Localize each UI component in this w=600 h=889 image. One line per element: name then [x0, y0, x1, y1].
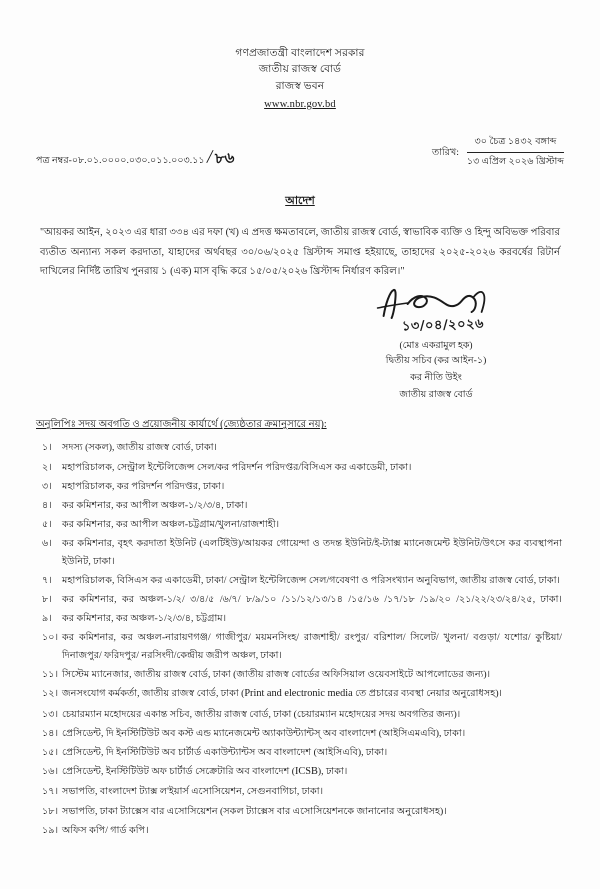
distribution-item	[36, 629, 564, 664]
distribution-item	[36, 685, 564, 704]
signatory-wing: কর নীতি উইং	[410, 371, 462, 383]
date-bangla: ৩০ চৈত্র ১৪৩২ বঙ্গাব্দ	[467, 135, 564, 153]
distribution-item	[36, 459, 564, 477]
memo-number-label: পত্র নম্বর-	[36, 155, 72, 167]
order-title: আদেশ	[285, 195, 315, 208]
english-text-fragment: ICSB	[294, 766, 318, 778]
distribution-item-text: অফিস কপি/ গার্ড কপি।	[62, 824, 149, 836]
distribution-item-number: ৬।	[42, 538, 52, 550]
distribution-item	[36, 610, 564, 628]
distribution-item-text: সভাপতি, বাংলাদেশ ট্যাক্স ল'ইয়ার্স এসোসিয়েশন, সেগুনবাগিচা, ঢাকা।	[62, 786, 324, 798]
memo-date-row	[36, 135, 564, 172]
distribution-item-text: মহাপরিচালক, বিসিএস কর একাডেমী, ঢাকা/ সেন্ট্রাল ইন্টেলিজেন্স সেল/গবেষণা ও পরিসংখ্যান অনুবিভাগ, জাতীয় রাজস্ব বোর্ড, ঢাকা।	[62, 575, 560, 587]
distribution-item-text: সভাপতি, ঢাকা ট্যাক্সেস বার এসোসিয়েশন (সকল ট্যাক্সেস বার এসোসিয়েশনকে জানানোর অনুরোধসহ)।	[62, 805, 447, 817]
distribution-item-text: মহাপরিচালক, সেন্ট্রাল ইন্টেলিজেন্স সেল/কর পরিদর্শন পরিদপ্তর/বিসিএস কর একাডেমী, ঢাকা।	[62, 461, 412, 473]
distribution-item-number: ১৩।	[42, 708, 59, 720]
distribution-item-text: কর কমিশনার, বৃহৎ করদাতা ইউনিট (এলটিইউ)/আয়কর গোয়েন্দা ও তদন্ত ইউনিট/ই-ট্যাক্স ম্যানেজমেন্ট ইউনিট/উৎসে কর ব্যবস্থাপনা ইউনিট, ঢাকা।	[62, 538, 562, 567]
distribution-item-number: ১১।	[42, 669, 59, 681]
distribution-item	[36, 744, 564, 762]
distribution-item	[36, 822, 564, 840]
distribution-item-number: ১।	[42, 442, 52, 454]
website-url: www.nbr.gov.bd	[264, 98, 336, 110]
date-block	[432, 135, 564, 170]
distribution-item	[36, 478, 564, 496]
distribution-item-text: কর কমিশনার, কর অঞ্চল-নারায়ণগঞ্জ/ গাজীপুর/ ময়মনসিংহ/ রাজশাহী/ রংপুর/ বরিশাল/ সিলেট/ খুলনা/ বগুড়া/ যশোর/ কুষ্টিয়া/ দিনাজপুর/ ফরিদপুর/ নরসিংদী/কেন্দ্রীয় জরীপ অঞ্চল, ঢাকা।	[62, 632, 562, 662]
distribution-item-number: ৪।	[42, 499, 52, 511]
date-values	[467, 135, 564, 170]
order-body-text: "আয়কর আইন, ২০২৩ এর ধারা ৩৩৪ এর দফা (খ) এ প্রদত্ত ক্ষমতাবলে, জাতীয় রাজস্ব বোর্ড, স্বাভাবিক ব্যক্তি ও হিন্দু অবিভক্ত পরিবার ব্যতীত অন্যান্য সকল করদাতা, যাহাদের অর্থবছর ৩০/০৬/২০২৫ খ্রিস্টাব্দ সমাপ্ত হইয়াছে, তাহাদের ২০২৫-২০২৬ করবর্ষের রিটার্ন দাখিলের নির্দিষ্ট তারিখ পুনরায় ১ (এক) মাস বৃদ্ধি করে ১৫/০৫/২০২৬ খ্রিস্টাব্দ নির্ধারণ করিল।"	[40, 227, 560, 278]
distribution-item-text: কর কমিশনার, কর অঞ্চল-১/২/৩/৪, চট্টগ্রাম।	[62, 613, 227, 625]
distribution-item	[36, 591, 564, 609]
memo-slash: /	[205, 145, 214, 169]
signatory-organization: জাতীয় রাজস্ব বোর্ড	[399, 388, 473, 400]
distribution-item	[36, 725, 564, 743]
distribution-item-text: জনসংযোগ কর্মকর্তা, জাতীয় রাজস্ব বোর্ড, ঢাকা (Print and electronic media তে প্রচারের ব্যবস্থা নেয়ার অনুরোধসহ)।	[62, 688, 503, 700]
distribution-item-number: ১৪।	[42, 727, 59, 739]
distribution-item	[36, 439, 564, 457]
distribution-list	[36, 439, 564, 839]
distribution-item-text: প্রেসিডেন্ট, দি ইনস্টিটিউট অব কস্ট এন্ড ম্যানেজমেন্ট অ্যাকাউন্ট্যান্টস্ অব বাংলাদেশ (আইসিএমএবি), ঢাকা।	[62, 727, 466, 739]
memo-number-block	[36, 135, 235, 172]
distribution-item-text: প্রেসিডেন্ট, দি ইনস্টিটিউট অব চার্টার্ড একাউন্ট্যান্টস অব বাংলাদেশ (আইসিএবি), ঢাকা।	[62, 747, 388, 758]
distribution-item-number: ৫।	[42, 519, 52, 531]
distribution-item	[36, 706, 564, 724]
distribution-item-number: ১৬।	[42, 766, 59, 778]
distribution-heading: অনুলিপিঃ সদয় অবগতি ও প্রয়োজনীয় কার্যার্থে (জ্যেষ্ঠতার ক্রমানুসারে নয়):	[36, 419, 327, 431]
distribution-item	[36, 803, 564, 821]
distribution-item-text: সদস্য (সকল), জাতীয় রাজস্ব বোর্ড, ঢাকা।	[62, 442, 218, 454]
signature-date: ১৩/০৪/২০২৬	[401, 316, 485, 335]
distribution-item	[36, 666, 564, 684]
distribution-item	[36, 516, 564, 534]
distribution-item-number: ১৯।	[42, 824, 59, 836]
distribution-item	[36, 497, 564, 515]
letterhead	[36, 0, 564, 113]
distribution-item-number: ১২।	[42, 688, 59, 700]
date-label: তারিখ:	[431, 147, 459, 159]
english-text-fragment: Print and electronic media	[244, 688, 353, 700]
building-name: রাজস্ব ভবন	[275, 80, 325, 92]
signatory-designation: দ্বিতীয় সচিব (কর আইন-১)	[385, 355, 487, 367]
distribution-item	[36, 572, 564, 590]
distribution-item-number: ২।	[42, 461, 52, 473]
distribution-item-text: কর কমিশনার, কর আপীল অঞ্চল-চট্টগ্রাম/খুলনা/রাজশাহী।	[62, 519, 280, 531]
distribution-item	[36, 783, 564, 801]
distribution-item-number: ৯।	[42, 613, 52, 625]
distribution-item-number: ১৮।	[42, 805, 59, 817]
memo-handwritten-number: ৮৬	[214, 148, 236, 168]
distribution-item	[36, 535, 564, 570]
distribution-item-text: চেয়ারম্যান মহোদয়ের একান্ত সচিব, জাতীয় রাজস্ব বোর্ড, ঢাকা (চেয়ারম্যান মহোদয়ের সদয় অবগতির জন্য)।	[62, 708, 461, 720]
distribution-item-number: ৭।	[42, 575, 52, 587]
board-name: জাতীয় রাজস্ব বোর্ড	[258, 64, 342, 76]
distribution-item-text: সিস্টেম ম্যানেজার, জাতীয় রাজস্ব বোর্ড, ঢাকা (জাতীয় রাজস্ব বোর্ডের অফিসিয়াল ওয়েবসাইটে আপলোডের জন্য)।	[62, 669, 491, 681]
distribution-item-number: ১০।	[42, 632, 59, 644]
distribution-item-text: মহাপরিচালক, কর পরিদর্শন পরিদপ্তর, ঢাকা।	[62, 480, 225, 492]
distribution-item-text: কর কমিশনার, কর আপীল অঞ্চল-১/২/৩/৪, ঢাকা।	[62, 499, 248, 511]
distribution-item	[36, 763, 564, 782]
distribution-item-number: ১৭।	[42, 786, 59, 798]
distribution-item-number: ১৫।	[42, 747, 59, 758]
distribution-item-number: ৩।	[42, 480, 52, 492]
government-name: গণপ্রজাতন্ত্রী বাংলাদেশ সরকার	[235, 48, 365, 59]
distribution-item-text: কর কমিশনার, কর অঞ্চল-১/২/ ৩/৪/৫ /৬/৭/ ৮/৯/১০ /১১/১২/১৩/১৪ /১৫/১৬ /১৭/১৮ /১৯/২০ /২১/২২/২৩/২৪/২৫, ঢাকা।	[62, 594, 562, 606]
distribution-item-number: ৮।	[42, 594, 52, 606]
date-gregorian: ১৩ এপ্রিল ২০২৬ খ্রিস্টাব্দ	[466, 156, 564, 168]
signature-block	[36, 288, 564, 403]
memo-number-value: ০৮.০১.০০০০.০৩০.০১১.০০৩.১১	[71, 155, 205, 167]
signatory-name: (মোঃ একরামুল হক)	[399, 341, 473, 352]
distribution-item-text: প্রেসিডেন্ট, ইনস্টিটিউট অফ চার্টার্ড সেক্রেটারি অব বাংলাদেশ (ICSB), ঢাকা।	[62, 766, 348, 778]
